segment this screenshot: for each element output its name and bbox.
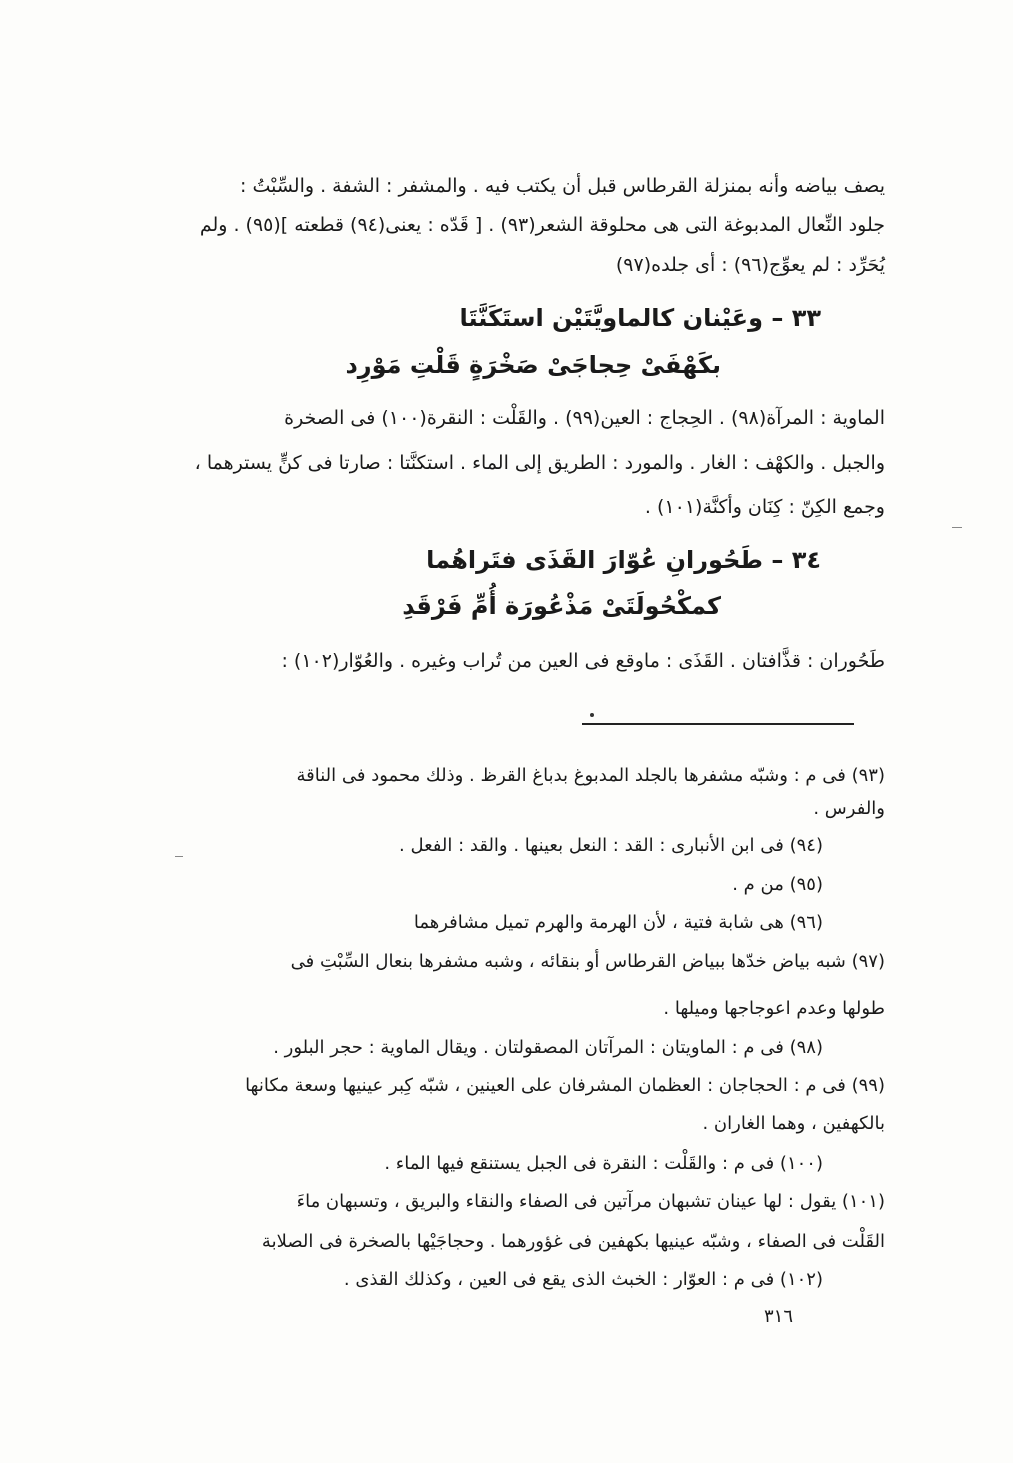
footnote-99-line-1: (٩٩) فى م : الحجاجان : العظمان المشرفان على العينين ، شبّه كِبر عينيها وسعة مكانها [245,1075,885,1096]
margin-scan-mark [952,527,962,528]
margin-scan-mark-left [175,856,183,857]
commentary-33-line-3: وجمع الكِنّ : كِنَان وأكنَّة(١٠١) . [644,496,885,518]
footnote-98: (٩٨) فى م : الماويتان : المرآتان المصقولتان . ويقال الماوية : حجر البلور . [273,1037,823,1058]
footnote-96: (٩٦) هى شابة فتية ، لأن الهرمة والهرم تميل مشافرهما [413,912,823,933]
body-line-1: يصف بياضه وأنه بمنزلة القرطاس قبل أن يكتب فيه . والمشفر : الشفة . والسِّبْتُ : [240,175,885,197]
rule-dot [590,713,594,717]
footnote-97-line-1: (٩٧) شبه بياض خدّها ببياض القرطاس أو بنقائه ، وشبه مشفرها بنعال السِّبْتِ فى [290,951,885,972]
footnote-100: (١٠٠) فى م : والقَلْت : النقرة فى الجبل يستنقع فيها الماء . [384,1153,823,1174]
footnote-93-line-2: والفرس . [813,798,885,819]
commentary-33-line-1: الماوية : المرآة(٩٨) . الحِجاج : العين(٩٩) . والقَلْت : النقرة(١٠٠) فى الصخرة [284,407,885,429]
body-line-2: جلود النِّعال المدبوغة التى هى محلوقة الشعر(٩٣) . [ قَدّه : يعنى(٩٤) قطعته ](٩٥) . ولم [199,214,885,236]
verse-33-first-hemistich: ٣٣ – وعَيْنان كالماويَّتَيْن استَكَنَّتَا [459,304,821,332]
page-number: ٣١٦ [764,1306,794,1327]
commentary-33-line-2: والجبل . والكهْف : الغار . والمورد : الطريق إلى الماء . استكنَّتا : صارتا فى كنٍّ يسترهما ، [194,452,885,474]
footnote-101-line-2: القَلْت فى الصفاء ، وشبّه عينيها بكهفين فى غؤورهما . وحجاجَيْها بالصخرة فى الصلابة [261,1231,885,1252]
footnote-99-line-2: بالكهفين ، وهما الغاران . [702,1113,885,1134]
commentary-34-line-1: طَحُوران : قذَّافتان . القَذَى : ماوقع فى العين من تُراب وغيره . والعُوّار(١٠٢) : [281,650,885,672]
footnote-95: (٩٥) من م . [732,874,823,895]
footnote-93-line-1: (٩٣) فى م : وشبّه مشفرها بالجلد المدبوغ بدباغ القرظ . وذلك محمود فى الناقة [296,765,885,786]
verse-33-second-hemistich: بكَهْفَىْ حِجاجَىْ صَخْرَةٍ قَلْتِ مَوْرِد [345,351,721,379]
footnote-101-line-1: (١٠١) يقول : لها عينان تشبهان مرآتين فى الصفاء والنقاء والبريق ، وتسبهان ماءَ [296,1191,885,1212]
footnote-97-line-2: طولها وعدم اعوجاجها وميلها . [663,998,885,1019]
verse-34-first-hemistich: ٣٤ – طَحُورانِ عُوّارَ القَذَى فتَراهُما [426,546,821,574]
verse-34-second-hemistich: كمكْحُولَتَىْ مَذْعُورَة أُمِّ فَرْقَدِ [402,592,721,620]
footnote-separator [582,723,854,725]
footnote-94: (٩٤) فى ابن الأنبارى : القد : النعل بعينها . والقد : الفعل . [399,835,823,856]
footnote-102: (١٠٢) فى م : العوّار : الخبث الذى يقع فى العين ، وكذلك القذى . [343,1269,823,1290]
body-line-3: يُحَرِّد : لم يعوِّج(٩٦) : أى جلده(٩٧) [615,254,885,276]
